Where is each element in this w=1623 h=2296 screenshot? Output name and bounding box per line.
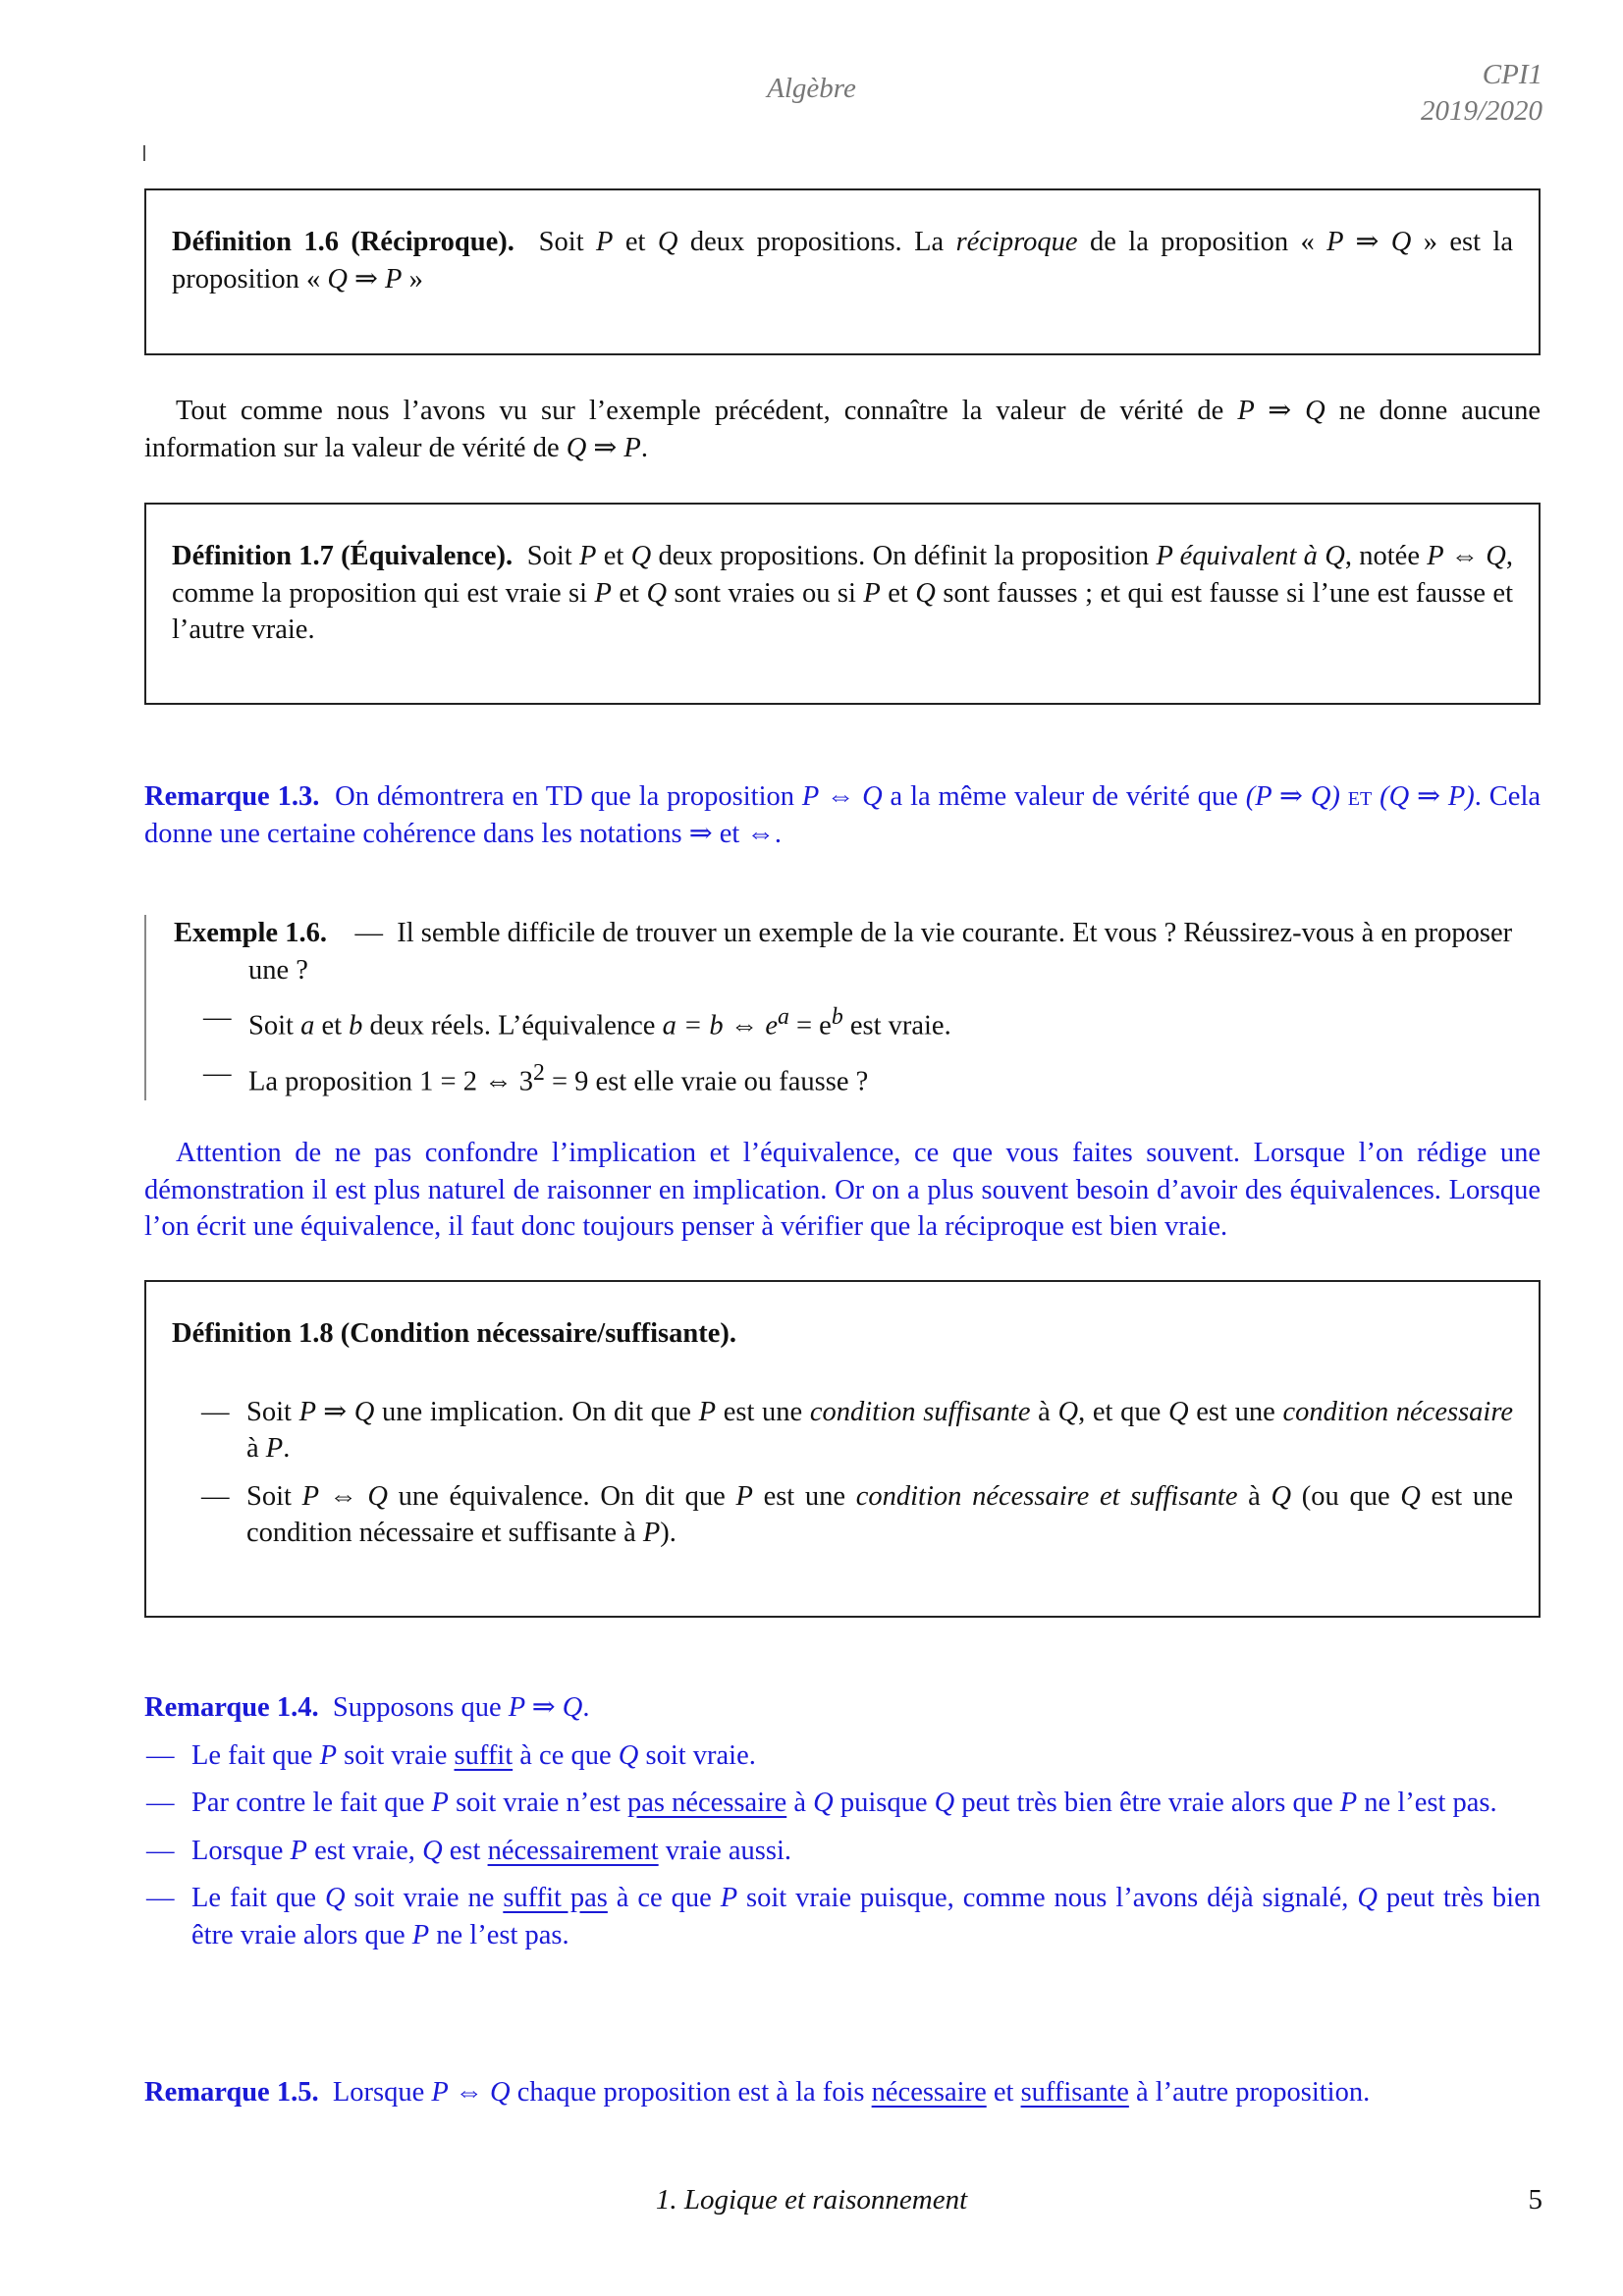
math: Q <box>324 1883 346 1913</box>
list-item <box>172 1394 1513 1468</box>
definition-title: Définition 1.6 (Réciproque). <box>172 227 514 257</box>
text: à ce que <box>607 1883 721 1913</box>
math: P <box>594 577 612 609</box>
remark-title: Remarque 1.3. <box>144 781 320 812</box>
text: a la même valeur de vérité que <box>882 781 1246 812</box>
definition-title: Définition 1.8 (Condition nécessaire/suffisante). <box>172 1318 737 1349</box>
header-class-year <box>1421 57 1542 130</box>
emphasis: P équivalent à Q <box>1156 541 1345 571</box>
text: Soit <box>526 541 579 571</box>
underlined-term: suffit pas <box>503 1883 608 1913</box>
underlined-term: suffit <box>454 1739 514 1771</box>
text: Par contre le fait que <box>191 1788 432 1818</box>
dash: — <box>146 1739 175 1771</box>
text: soit vraie ne <box>345 1883 504 1913</box>
math: 2 <box>532 1060 545 1086</box>
math: P <box>579 541 597 571</box>
text: est une <box>1188 1396 1283 1427</box>
math: P <box>698 1396 717 1427</box>
text: peut très bien être vraie alors que <box>191 1883 1541 1950</box>
math: = e <box>788 1010 832 1041</box>
text: à ce que <box>513 1739 619 1771</box>
math: P ⇔ Q <box>1427 541 1506 571</box>
text: deux propositions. La <box>677 227 956 257</box>
footer-chapter: 1. Logique et raisonnement <box>655 2184 968 2216</box>
math: a = b ⇔ e <box>662 1010 778 1041</box>
text: . Cela donne une certaine cohérence dans les notations ⇒ et ⇔. <box>144 781 1542 849</box>
example-first-line <box>174 915 1541 988</box>
math: P <box>596 227 614 257</box>
math: Q <box>1167 1396 1189 1427</box>
math: P <box>720 1883 738 1913</box>
underlined-term: suffisante <box>1020 2077 1129 2108</box>
dash: — <box>201 1396 230 1427</box>
text: sont fausses ; et qui est fausse si l’une est fausse et l’autre vraie. <box>172 577 1513 645</box>
text: chaque proposition est à la fois <box>510 2077 872 2108</box>
text: Lorsque <box>332 2077 432 2108</box>
math: Q <box>1400 1480 1421 1512</box>
math: a <box>300 1010 315 1041</box>
text: soit vraie puisque, comme nous l’avons déjà signalé, <box>737 1883 1358 1913</box>
example-1-6 <box>144 915 1541 1100</box>
text: deux réels. L’équivalence <box>362 1010 663 1041</box>
text: soit vraie <box>336 1739 455 1771</box>
math: P <box>863 577 881 609</box>
text: puisque <box>833 1788 935 1818</box>
math: P ⇒ Q <box>1237 396 1325 426</box>
text: sont vraies ou si <box>667 577 864 609</box>
math: b <box>831 1004 843 1030</box>
math: a <box>777 1004 789 1030</box>
text: Le fait que <box>191 1739 320 1771</box>
text: peut très bien être vraie alors que <box>954 1788 1340 1818</box>
dash: — <box>203 1002 232 1033</box>
underlined-term: pas nécessaire <box>627 1788 787 1818</box>
math: (Q ⇒ P) <box>1380 781 1475 812</box>
text: Le fait que <box>191 1883 325 1913</box>
dash: — <box>146 1788 175 1818</box>
math: P ⇔ Q <box>301 1480 388 1512</box>
definition-box-1-7 <box>144 503 1541 705</box>
text: est <box>442 1835 488 1866</box>
math: b <box>349 1010 363 1041</box>
margin-mark <box>143 145 145 161</box>
dash: — <box>146 1835 175 1866</box>
text: , comme la proposition qui est vraie si <box>172 541 1513 609</box>
text: ne l’est pas. <box>1357 1788 1497 1818</box>
text: ne l’est pas. <box>429 1919 569 1950</box>
text: Tout comme nous l’avons vu sur l’exemple précédent, connaître la valeur de vérité de <box>176 396 1238 426</box>
text: . <box>582 1692 590 1723</box>
list-item <box>117 1785 1541 1822</box>
text: . <box>640 432 648 463</box>
math: P ⇔ Q <box>431 2077 511 2108</box>
list-item <box>117 1833 1541 1870</box>
math: Q ⇒ P <box>327 263 403 294</box>
header-subject: Algèbre <box>767 73 856 104</box>
text: » <box>402 263 423 294</box>
text: Soit <box>246 1396 299 1427</box>
dash: — <box>354 918 383 948</box>
definition-list <box>172 1394 1513 1552</box>
text: » est la proposition « <box>172 227 1514 294</box>
text: ne donne aucune information sur la valeur de vérité de <box>144 396 1541 463</box>
text: La proposition 1 = 2 ⇔ 3 <box>248 1066 533 1097</box>
page-number: 5 <box>1528 2184 1542 2216</box>
math: P ⇒ Q <box>298 1396 375 1427</box>
text: et <box>880 577 916 609</box>
text: une équivalence. On dit que <box>387 1480 736 1512</box>
text: On démontrera en TD que la proposition <box>335 781 802 812</box>
emphasis: réciproque <box>955 227 1078 257</box>
text: . <box>283 1433 291 1464</box>
emphasis: condition nécessaire et suffisante <box>855 1480 1238 1512</box>
example-title: Exemple 1.6. <box>174 918 327 948</box>
dash: — <box>146 1883 175 1913</box>
text: et <box>611 577 647 609</box>
math: P ⇔ Q <box>801 781 883 812</box>
text: = 9 est elle vraie ou fausse ? <box>544 1066 869 1097</box>
header-year: 2019/2020 <box>1420 95 1542 127</box>
text: (ou que <box>1291 1480 1401 1512</box>
math: P <box>642 1518 661 1548</box>
math: Q <box>646 577 668 609</box>
definition-box-1-8 <box>144 1280 1541 1618</box>
text: à <box>246 1433 266 1464</box>
dash: — <box>201 1480 230 1512</box>
math: Q <box>1271 1480 1292 1512</box>
remark-1-5 <box>144 2074 1541 2111</box>
text: est une condition nécessaire et suffisante à <box>246 1480 1514 1548</box>
underlined-term: nécessairement <box>487 1835 659 1866</box>
remark-1-4 <box>144 1689 1541 1953</box>
text: à <box>786 1788 814 1818</box>
math: P <box>319 1739 337 1771</box>
definition-title: Définition 1.7 (Équivalence). <box>172 541 514 571</box>
math: Q <box>618 1739 639 1771</box>
list-item <box>117 1737 1541 1775</box>
math: Q <box>422 1835 443 1866</box>
text: à <box>1237 1480 1271 1512</box>
text: est une <box>752 1480 856 1512</box>
list-item <box>174 1055 1541 1100</box>
text: Soit <box>248 1010 301 1041</box>
text: ). <box>660 1518 676 1548</box>
text: une implication. On dit que <box>374 1396 699 1427</box>
definition-box-1-6 <box>144 188 1541 355</box>
text: soit vraie. <box>638 1739 756 1771</box>
text: et <box>613 227 658 257</box>
remark-list <box>117 1737 1541 1954</box>
text: à l’autre proposition. <box>1128 2077 1371 2108</box>
math: Q <box>934 1788 955 1818</box>
dash: — <box>203 1058 232 1089</box>
emphasis: condition nécessaire <box>1282 1396 1514 1427</box>
math: Q <box>813 1788 834 1818</box>
math: P ⇒ Q <box>508 1692 583 1723</box>
math: Q <box>1057 1396 1079 1427</box>
math: Q <box>630 541 652 571</box>
text: soit vraie n’est <box>448 1788 627 1818</box>
text: Soit <box>538 227 597 257</box>
text: Soit <box>246 1480 302 1512</box>
text: de la proposition « <box>1077 227 1327 257</box>
math: P <box>265 1433 284 1464</box>
text: , notée <box>1344 541 1428 571</box>
text: Supposons que <box>332 1692 509 1723</box>
math: Q ⇒ P <box>566 432 641 463</box>
text: et <box>986 2077 1021 2108</box>
paragraph-warning: Attention de ne pas confondre l’implication et l’équivalence, ce que vous faites souvent. Lorsque l’on rédige une démonstration il est plus naturel de raisonner en implication. Or on a plus souvent besoin d’avoir des équivalences. Lorsque l’on écrit une équivalence, il faut donc toujours penser à vérifier que la réciproque est bien vraie. <box>144 1138 1541 1242</box>
emphasis: condition suffisante <box>809 1396 1031 1427</box>
math: P <box>735 1480 753 1512</box>
text: deux propositions. On définit la proposition <box>651 541 1157 571</box>
remark-title: Remarque 1.4. <box>144 1692 319 1723</box>
text: à <box>1030 1396 1058 1427</box>
text: est vraie. <box>842 1010 951 1041</box>
text: et <box>596 541 631 571</box>
text: et <box>314 1010 350 1041</box>
math: (P ⇒ Q) <box>1245 781 1340 812</box>
math: P <box>290 1835 307 1866</box>
remark-title: Remarque 1.5. <box>144 2077 319 2108</box>
paragraph-reciprocal <box>144 393 1541 466</box>
math: P <box>1339 1788 1358 1818</box>
text: Lorsque <box>191 1835 291 1866</box>
text: est une <box>716 1396 810 1427</box>
example-list <box>174 999 1541 1100</box>
list-item <box>172 1478 1513 1552</box>
underlined-term: nécessaire <box>871 2077 987 2108</box>
list-item: Il semble difficile de trouver un exemple de la vie courante. Et vous ? Réussirez-vous à en proposer une ? <box>248 918 1513 986</box>
math: P ⇒ Q <box>1326 227 1412 257</box>
text: est vraie, <box>306 1835 423 1866</box>
text: , et que <box>1078 1396 1168 1427</box>
math: P <box>431 1788 449 1818</box>
list-item <box>117 1880 1541 1953</box>
math: Q <box>915 577 936 609</box>
math: P <box>411 1919 430 1950</box>
remark-1-3 <box>144 778 1541 852</box>
list-item <box>174 999 1541 1044</box>
logic-and: et <box>1347 781 1373 812</box>
math: Q <box>657 227 678 257</box>
header-class: CPI1 <box>1482 59 1542 90</box>
math: Q <box>1357 1883 1378 1913</box>
text: vraie aussi. <box>658 1835 791 1866</box>
